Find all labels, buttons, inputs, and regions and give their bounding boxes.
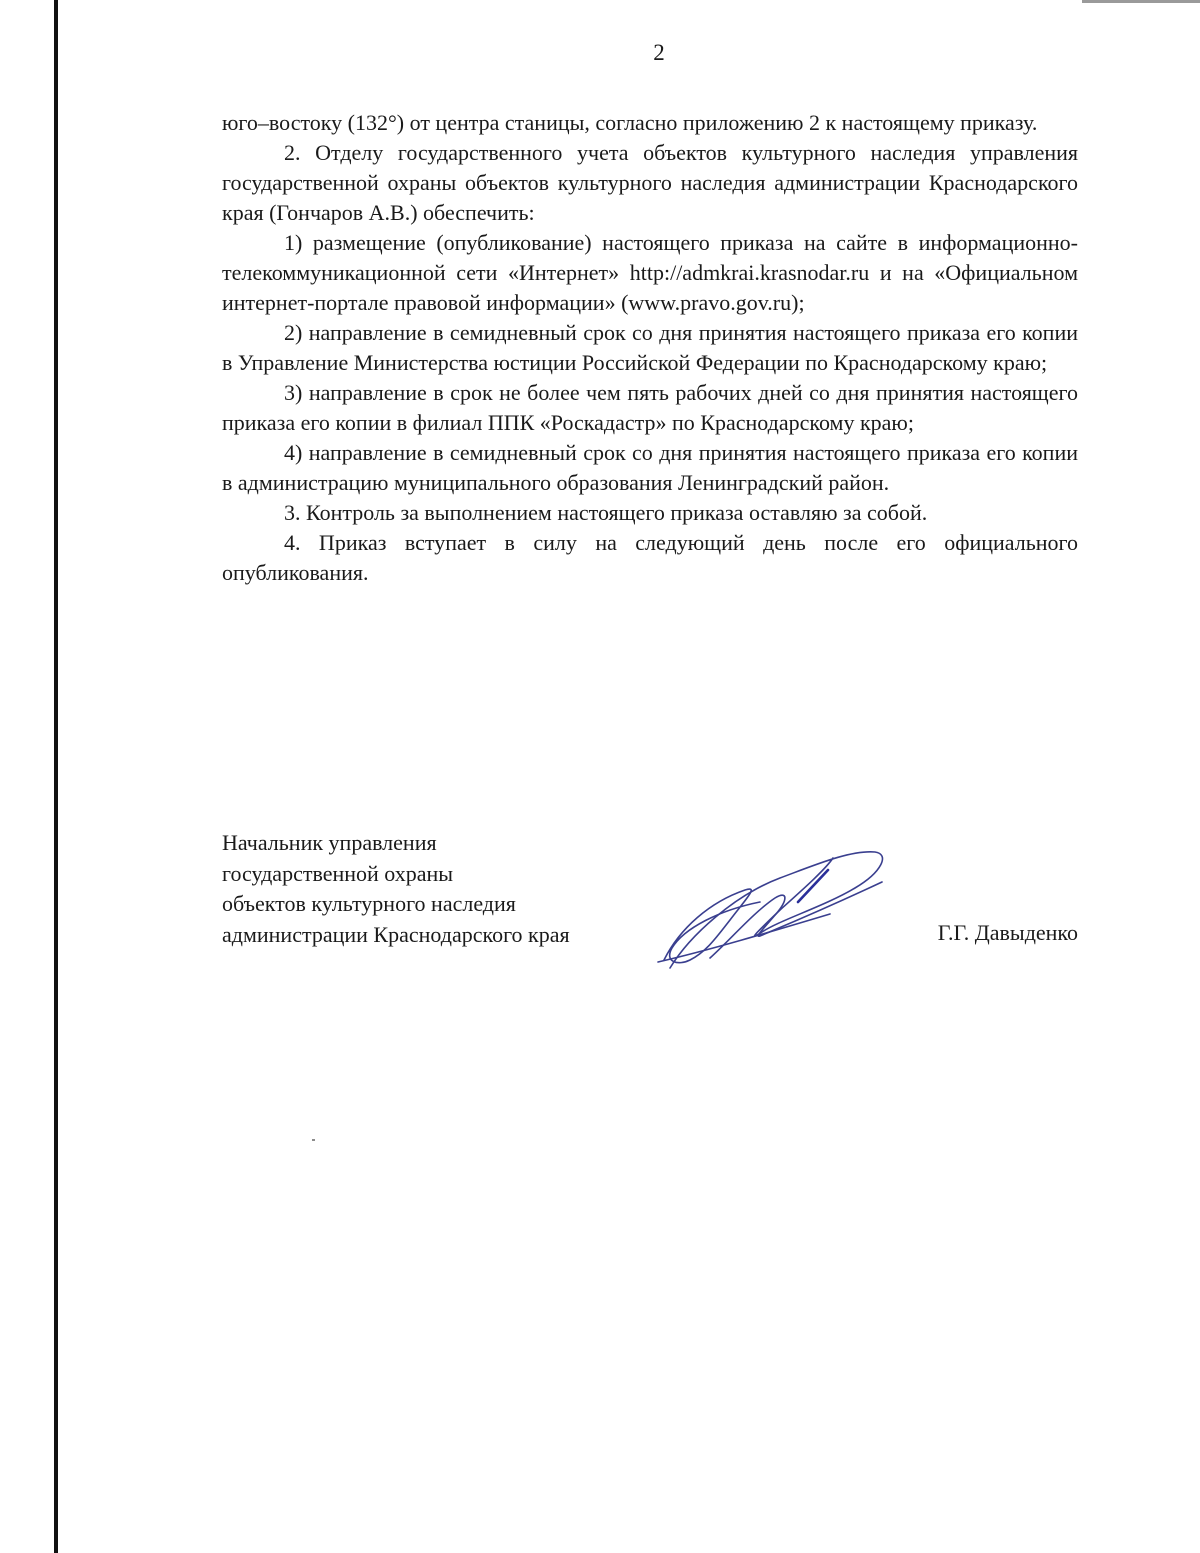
- order-body: [222, 108, 1078, 588]
- scan-border-left: [54, 0, 58, 1553]
- signatory-position-line: Начальник управления: [222, 830, 437, 855]
- signatory-position: [222, 828, 570, 950]
- paragraph-item-3: 3. Контроль за выполнением настоящего приказа оставляю за собой.: [284, 500, 928, 525]
- signatory-position-line: государственной охраны: [222, 860, 454, 886]
- handwritten-signature: [650, 840, 890, 975]
- scan-border-top: [1082, 0, 1200, 3]
- paragraph-subitem-4: 4) направление в семидневный срок со дня принятия настоящего приказа его копии в администрацию муниципального образования Ленинградский район.: [222, 440, 1078, 495]
- paragraph-item-2: 2. Отделу государственного учета объектов культурного наследия управления государственной охраны объектов культурного наследия администрации Краснодарского края (Гончаров А.В.) обеспечить:: [222, 140, 1078, 225]
- paragraph-item-4: 4. Приказ вступает в силу на следующий день после его официального опубликования.: [222, 530, 1078, 585]
- paragraph-subitem-2: 2) направление в семидневный срок со дня принятия настоящего приказа его копии в Управление Министерства юстиции Российской Федерации по Краснодарскому краю;: [222, 320, 1078, 375]
- paragraph-continuation: юго–востоку (132°) от центра станицы, согласно приложению 2 к настоящему приказу.: [222, 110, 1038, 135]
- signatory-position-line: объектов культурного наследия: [222, 891, 516, 916]
- paragraph-subitem-1: 1) размещение (опубликование) настоящего приказа на сайте в информационно-телекоммуникационной сети «Интернет» http://admkrai.krasnodar.ru и на «Официальном интернет-портале правовой информации» (www.pravo.gov.ru);: [222, 230, 1078, 315]
- paragraph-subitem-3: 3) направление в срок не более чем пять рабочих дней со дня принятия настоящего приказа его копии в филиал ППК «Роскадастр» по Краснодарскому краю;: [222, 380, 1078, 435]
- signatory-position-line: администрации Краснодарского края: [222, 921, 570, 947]
- scan-speck: [312, 1139, 315, 1141]
- page-number: 2: [653, 40, 665, 65]
- signatory-name: Г.Г. Давыденко: [937, 920, 1078, 945]
